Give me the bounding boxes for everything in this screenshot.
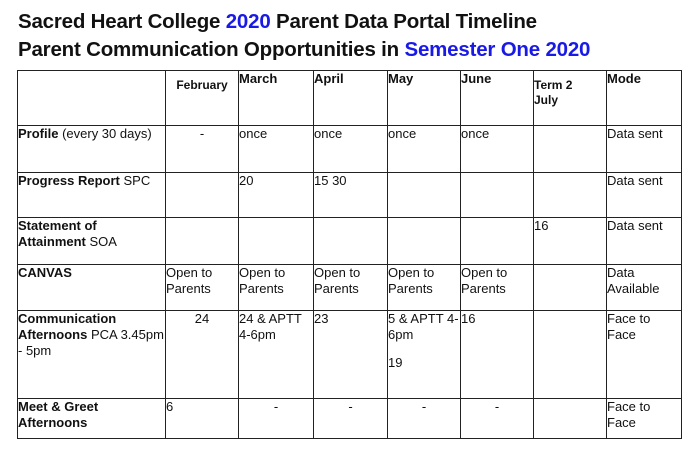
cell-apr <box>314 399 388 439</box>
cell-value: 24 & APTT 4-6pm <box>239 311 302 342</box>
row-label <box>18 126 166 173</box>
table-row <box>18 173 682 218</box>
table-row <box>18 265 682 311</box>
cell-value: 15 30 <box>314 173 347 188</box>
cell-value: - <box>273 399 279 414</box>
cell-value: - <box>494 399 500 414</box>
cell-mode <box>607 399 682 439</box>
header-june: June <box>461 71 534 126</box>
cell-may <box>388 218 461 265</box>
row-label-rest: (every 30 days) <box>58 126 152 141</box>
cell-jun <box>461 265 534 311</box>
cell-value: - <box>199 126 205 141</box>
cell-jun <box>461 218 534 265</box>
timeline-table <box>17 70 682 439</box>
cell-jul <box>534 399 607 439</box>
header-mode: Mode <box>607 71 682 126</box>
cell-value: Open to Parents <box>239 265 286 296</box>
cell-mar <box>239 126 314 173</box>
cell-value: Open to Parents <box>461 265 508 296</box>
cell-value: once <box>239 126 268 141</box>
cell-value: 6 <box>166 399 174 414</box>
cell-jul <box>534 218 607 265</box>
cell-mar <box>239 173 314 218</box>
cell-may <box>388 265 461 311</box>
cell-feb <box>166 311 239 399</box>
cell-value: 20 <box>239 173 254 188</box>
row-label <box>18 218 166 265</box>
row-label-bold: Statement of Attainment <box>18 218 97 249</box>
title-line-1 <box>18 10 537 34</box>
cell-feb <box>166 173 239 218</box>
row-label-bold: CANVAS <box>18 265 72 280</box>
row-label <box>18 173 166 218</box>
cell-jul <box>534 173 607 218</box>
header-term2-july-text: Term 2 July <box>534 78 573 107</box>
row-label <box>18 399 166 439</box>
cell-may <box>388 399 461 439</box>
cell-feb <box>166 399 239 439</box>
cell-value: 16 <box>534 218 549 233</box>
row-label-rest: SOA <box>85 234 117 249</box>
header-may: May <box>388 71 461 126</box>
cell-mar <box>239 265 314 311</box>
header-term2-july <box>534 71 607 126</box>
row-label-rest: PCA 3.45pm - 5pm <box>18 327 164 358</box>
cell-mar <box>239 399 314 439</box>
cell-mode <box>607 218 682 265</box>
cell-feb <box>166 126 239 173</box>
cell-value: Open to Parents <box>388 265 435 296</box>
cell-apr <box>314 311 388 399</box>
cell-value: 24 <box>194 311 210 326</box>
cell-value: Face to Face <box>607 311 651 342</box>
row-label-bold: Progress Report <box>18 173 120 188</box>
cell-apr <box>314 173 388 218</box>
row-label-bold: Communication Afternoons <box>18 311 117 342</box>
table-row <box>18 126 682 173</box>
cell-value: - <box>348 399 353 414</box>
cell-may <box>388 126 461 173</box>
cell-value: 23 <box>314 311 329 326</box>
cell-value-extra: 19 <box>388 355 403 370</box>
cell-value: Data sent <box>607 173 663 188</box>
header-blank <box>18 71 166 126</box>
cell-value: Open to Parents <box>314 265 361 296</box>
title-text-end: Parent Data Portal Timeline <box>270 10 537 33</box>
cell-mode <box>607 265 682 311</box>
cell-feb <box>166 265 239 311</box>
cell-may <box>388 311 461 399</box>
cell-gap <box>388 343 460 355</box>
cell-may <box>388 173 461 218</box>
cell-value: Data Available <box>607 265 660 296</box>
cell-apr <box>314 126 388 173</box>
cell-jul <box>534 126 607 173</box>
cell-value: Open to Parents <box>166 265 213 296</box>
cell-value: 16 <box>461 311 476 326</box>
header-february: February <box>166 71 239 126</box>
cell-value: Face to Face <box>607 399 651 430</box>
cell-mar <box>239 218 314 265</box>
cell-value: - <box>421 399 427 414</box>
cell-value: 5 & APTT 4-6pm <box>388 311 459 342</box>
title-year: 2020 <box>225 10 271 33</box>
title-text: Sacred Heart College <box>18 10 226 33</box>
table-row <box>18 311 682 399</box>
table-row <box>18 399 682 439</box>
header-march: March <box>239 71 314 126</box>
cell-feb <box>166 218 239 265</box>
cell-jul <box>534 311 607 399</box>
row-label <box>18 265 166 311</box>
cell-mode <box>607 311 682 399</box>
cell-jun <box>461 311 534 399</box>
cell-jun <box>461 126 534 173</box>
cell-value: Data sent <box>607 126 663 141</box>
table-row <box>18 218 682 265</box>
subtitle-text: Parent Communication Opportunities in <box>18 38 405 61</box>
cell-value: once <box>461 126 490 141</box>
row-label-rest: SPC <box>119 173 151 188</box>
cell-mar <box>239 311 314 399</box>
cell-value: once <box>388 126 417 141</box>
header-april: April <box>314 71 388 126</box>
row-label-bold: Profile <box>18 126 59 141</box>
cell-jun <box>461 173 534 218</box>
subtitle-highlight: Semester One 2020 <box>404 38 591 61</box>
cell-apr <box>314 218 388 265</box>
cell-mode <box>607 173 682 218</box>
row-label-bold: Meet & Greet Afternoons <box>18 399 99 430</box>
cell-value: once <box>314 126 343 141</box>
row-label <box>18 311 166 399</box>
cell-apr <box>314 265 388 311</box>
title-line-2 <box>18 38 590 62</box>
cell-mode <box>607 126 682 173</box>
header-row <box>18 71 682 126</box>
cell-jul <box>534 265 607 311</box>
cell-value: Data sent <box>607 218 663 233</box>
cell-jun <box>461 399 534 439</box>
